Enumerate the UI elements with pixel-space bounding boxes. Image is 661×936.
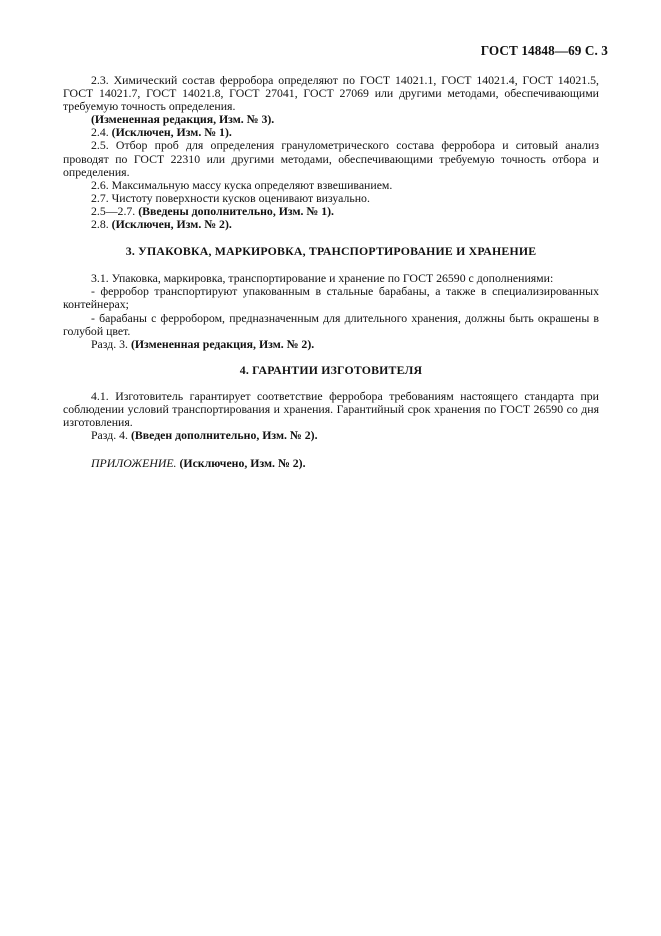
- appendix-note: [63, 457, 599, 470]
- paragraph-2-6: 2.6. Максимальную массу куска определяют взвешиванием.: [91, 177, 393, 192]
- document-body: [63, 74, 599, 470]
- clause-number: 2.5—2.7.: [91, 203, 136, 218]
- page-header: ГОСТ 14848—69 С. 3: [480, 43, 608, 58]
- clause-number: 2.4.: [91, 125, 109, 140]
- section-4-heading: 4. ГАРАНТИИ ИЗГОТОВИТЕЛЯ: [239, 362, 423, 377]
- paragraph-2-5: 2.5. Отбор проб для определения гранулометрического состава ферробора и ситовый анализ проводят по ГОСТ 22310 или другими методами, обеспечивающими требуемую точность отбора и определения.: [63, 138, 599, 179]
- amendment-note: (Введены дополнительно, Изм. № 1).: [138, 203, 334, 218]
- amendment-note: (Измененная редакция, Изм. № 2).: [130, 336, 315, 351]
- paragraph-2-3: 2.3. Химический состав ферробора определяют по ГОСТ 14021.1, ГОСТ 14021.4, ГОСТ 14021.5, ГОСТ 14021.7, ГОСТ 14021.8, ГОСТ 27041, ГОСТ 27069 или другими методами, обеспечивающими требуемую точность определения.: [63, 73, 599, 114]
- section-ref: Разд. 4.: [91, 428, 128, 443]
- paragraph-2-7: 2.7. Чистоту поверхности кусков оценивают визуально.: [91, 190, 370, 205]
- section-3-note: [63, 338, 599, 351]
- section-3-heading: 3. УПАКОВКА, МАРКИРОВКА, ТРАНСПОРТИРОВАНИЕ И ХРАНЕНИЕ: [125, 244, 537, 259]
- amendment-note: (Исключено, Изм. № 2).: [179, 456, 306, 471]
- amendment-note-2-3: (Измененная редакция, Изм. № 3).: [91, 112, 275, 127]
- paragraph-4-1: 4.1. Изготовитель гарантирует соответствие ферробора требованиям настоящего стандарта при соблюдении условий транспортирования и хранения. Гарантийный срок хранения по ГОСТ 26590 со дня изготовления.: [63, 388, 599, 430]
- paragraph-2-8: [63, 218, 599, 231]
- amendment-note: (Исключен, Изм. № 1).: [111, 125, 232, 140]
- amendment-note: (Исключен, Изм. № 2).: [111, 217, 232, 232]
- amendment-note: (Введен дополнительно, Изм. № 2).: [130, 428, 318, 443]
- section-ref: Разд. 3.: [91, 336, 128, 351]
- list-item-blue-drums: - барабаны с ферробором, предназначенным для длительного хранения, должны быть окрашены в голубой цвет.: [63, 310, 599, 338]
- section-4-note: [63, 429, 599, 442]
- list-item-steel-drums: - ферробор транспортируют упакованным в стальные барабаны, а также в специализированных контейнерах;: [63, 284, 599, 312]
- paragraph-3-1: 3.1. Упаковка, маркировка, транспортирование и хранение по ГОСТ 26590 с дополнениями:: [91, 271, 554, 286]
- appendix-label: ПРИЛОЖЕНИЕ.: [91, 456, 177, 471]
- clause-number: 2.8.: [91, 217, 109, 232]
